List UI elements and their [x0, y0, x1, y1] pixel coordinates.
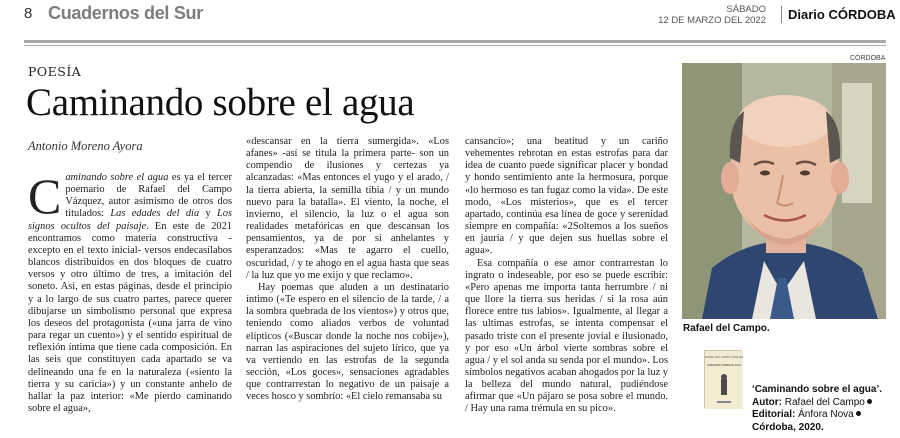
text-run: . En este de 2021 encontramos como materia constructiva -excepto en el texto inicial- versos endecasílabos blancos distribuidos en dos bloques de cuatro versos y otro último de tres, a imitación del soneto. Así, en estas páginas, desde el principio y a lo largo de sus cuatro partes, parece querer dibujarse un simbolismo personal que expresa los deseos del protagonista («una jarra de vino para regar un cuento») y el sentido espiritual de reflexión íntima que tiene cada composición. En las seis que constituyen cada apartado se va delineando una fe en la naturaleza («siento la tierra y su caricia») y un constante anhelo de hallar la paz interior: «Me pierdo caminando sobre el agua», — [28, 220, 232, 414]
drop-cap: C — [28, 172, 62, 224]
masthead: Diario CÓRDOBA — [788, 7, 896, 22]
book-author: Rafael del Campo — [782, 396, 865, 408]
book-title-inline: Las edades del día — [110, 208, 200, 220]
article-column-2 — [246, 136, 449, 438]
book-caption — [752, 384, 892, 434]
book-title-inline: aminando sobre el agua — [65, 172, 169, 183]
masthead-divider — [781, 6, 782, 23]
article-column-1 — [28, 172, 232, 438]
page-header — [0, 0, 900, 34]
article-kicker: POESÍA — [28, 64, 82, 79]
paragraph: Hay poemas que aluden a un destinatario íntimo («Te espero en el silencio de la tarde, / a la sombra quebrada de los vientos») y otros que, teniendo como aliados verbos de voluntad elípticos («Buscar donde la noche nos cobije»), narran las aspiraciones del sujeto lírico, que ya va vertiendo en las estrofas de la segunda sección, «Los goces», sensaciones agradables que contrarrestan lo negativo de un paisaje a veces hosco y sombrío: «El cielo remansaba su — [246, 281, 449, 403]
place-label: Córdoba, 2020. — [752, 421, 824, 433]
cover-author: RAFAEL DEL CAMPO VÁZQUEZ — [705, 356, 743, 359]
photo-credit: CÓRDOBA — [850, 55, 886, 62]
publisher-label: Editorial: — [752, 409, 796, 420]
cover-title: CAMINANDO SOBRE EL AGUA — [706, 364, 742, 367]
photo-caption: Rafael del Campo. — [683, 323, 770, 334]
article-column-3 — [465, 136, 668, 438]
book-cover-illustration — [705, 351, 743, 409]
header-rule-thick — [24, 40, 886, 43]
text-run: y — [199, 208, 217, 220]
header-rule-thin — [24, 45, 886, 46]
paragraph — [28, 172, 232, 415]
book-publisher: Ánfora Nova — [795, 409, 854, 420]
paragraph: Esa compañía o ese amor contrarrestan lo ingrato o indeseable, por eso se puede escribir: «Pero apenas me importa tanta herrumbre / ni que llore la tierra sus heridas / si la rosa aún florece entre tus labios». Igualmente, al llegar a las ultimas estrofas, se intenta compensar el pasado triste con el presente jovial e ilusionado, y por eso «Un árbol vierte sombras sobre el agua / y el sol anda su senda por el mundo». Los símbolos negativos acaban ahogados por la luz y la belleza del mundo natural, pudiéndose afirmar que «Un pájaro se posa sobre el mundo. / Hay una rama trémula en su pico». — [465, 257, 668, 415]
page-number: 8 — [24, 5, 33, 22]
portrait-illustration — [682, 63, 886, 319]
article-byline: Antonio Moreno Ayora — [28, 139, 143, 153]
date-full: 12 DE MARZO DEL 2022 — [658, 15, 766, 26]
book-cover — [704, 350, 742, 408]
section-name: Cuadernos del Sur — [48, 3, 203, 23]
bullet-icon — [867, 399, 872, 404]
bullet-icon — [856, 411, 861, 416]
book-title-inline: Los signos ocultos del paisaje — [28, 208, 232, 232]
author-label: Autor: — [752, 396, 782, 408]
paragraph: «descansar en la tierra sumergida». «Los afanes» -así se titula la primera parte- son un compendio de ilusiones y certezas ya alcanzadas: «Mas entonces el yugo y el arado, / la tierra abierta, la semilla tibia / y un mundo nuevo para la batalla». El viento, la noche, el invierno, el silencio, la luz o el agua son realidades metafóricas en que descansan los pensamientos, ya de por sí anhelantes y esperanzados: «Mas te agarro el cuello, oscuridad, / y te ahogo en el agua hasta que seas / la luz que yo me exijo y que reclamo». — [246, 136, 449, 281]
article-headline: Caminando sobre el agua — [26, 81, 415, 124]
text-run: es ya el tercer poemario de Rafael del Campo Vázquez, autor asimismo de otros dos titulados: — [65, 172, 232, 220]
author-photo — [682, 63, 886, 319]
dateline — [658, 4, 766, 26]
date-day: SÁBADO — [726, 4, 766, 15]
book-title: ‘Caminando sobre el agua’. — [752, 384, 883, 395]
paragraph: cansancio»; una beatitud y un cariño vehementes rebrotan en estas estrofas para dar idea de cuanto puede significar placer y bondad y hondo sentimiento ante la hermosura, porque «lo hermoso es tan fugaz como la vida». De este modo, «Los misterios», que es el tercer apartado, continúa esa línea de goce y serenidad siempre en compañía: «2Soltemos a los sueños en jauría / y que dejen sus huellas sobre el agua». — [465, 136, 668, 257]
